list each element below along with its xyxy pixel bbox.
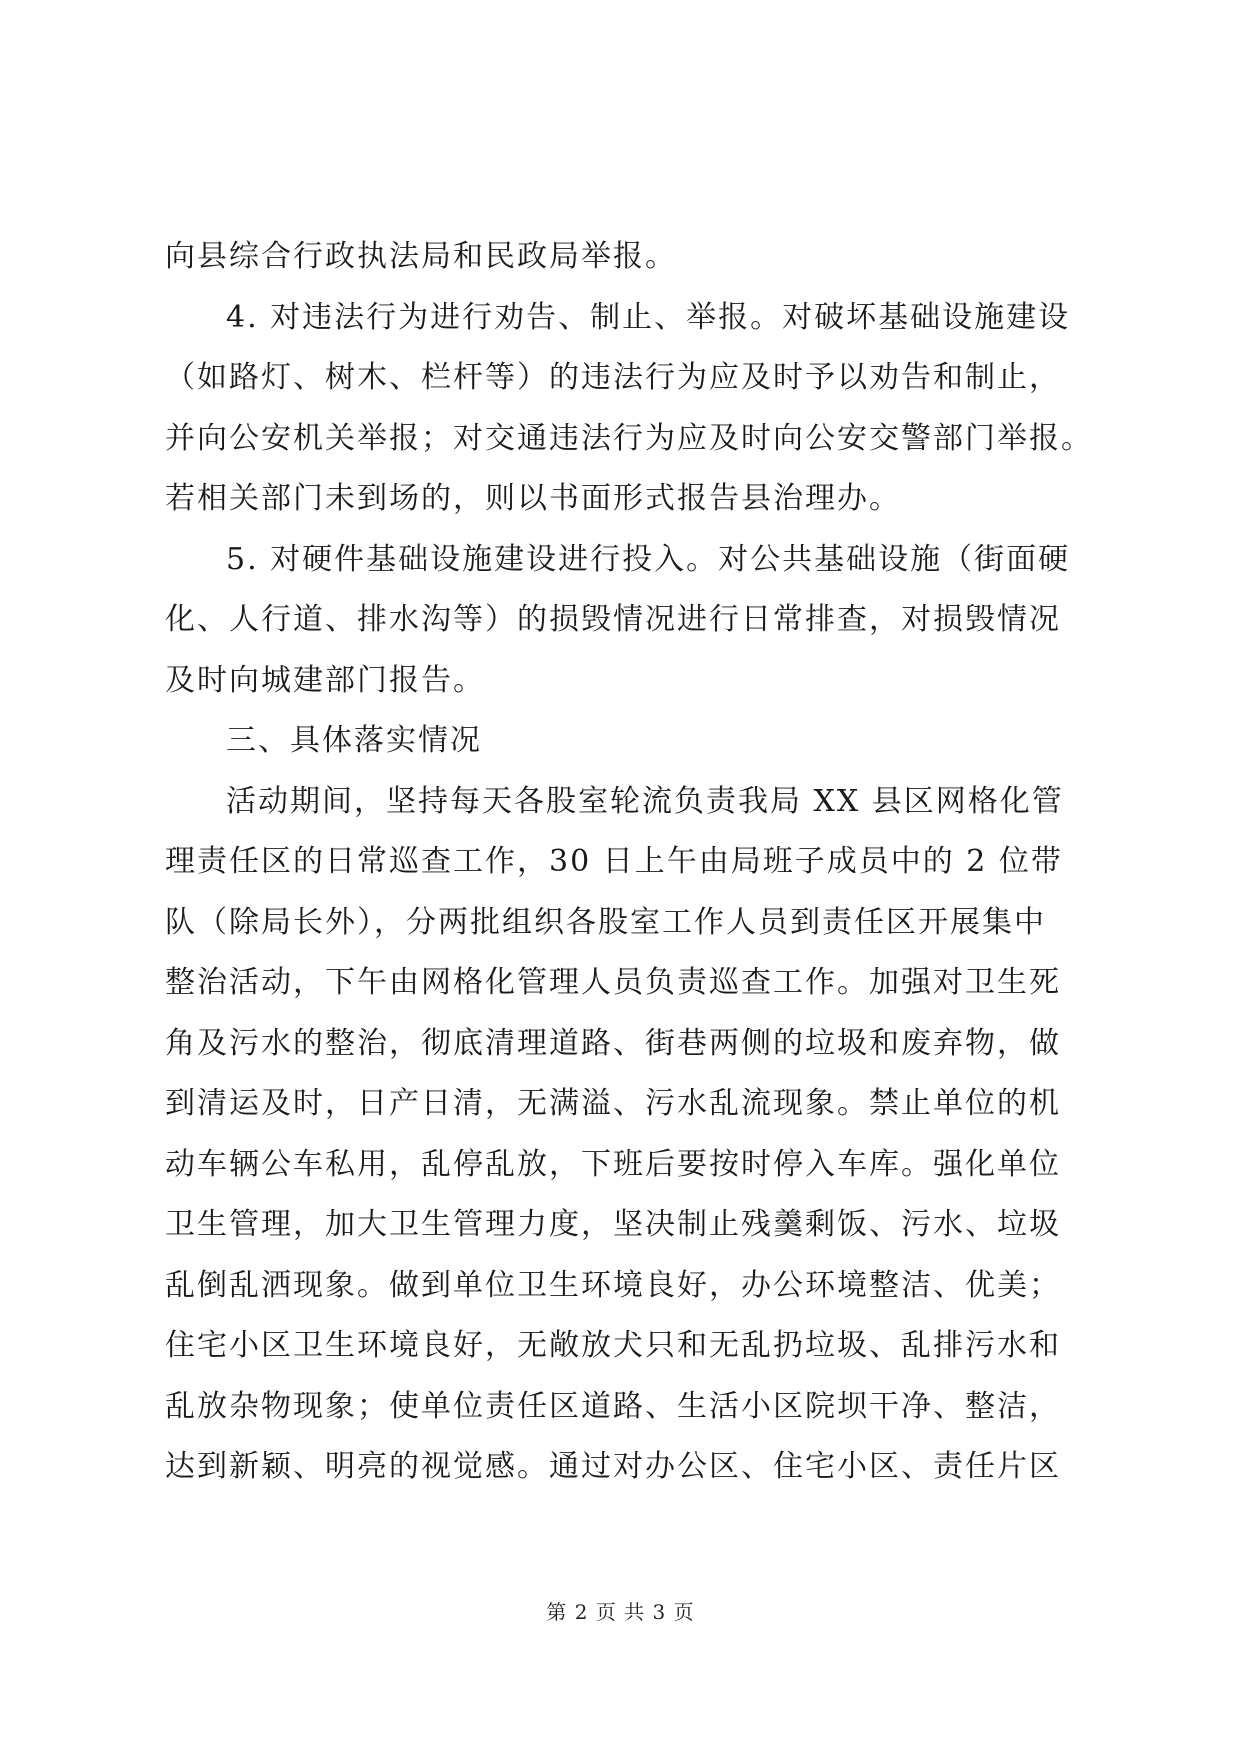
text-line: 乱放杂物现象；使单位责任区道路、生活小区院坝干净、整洁， [165, 1388, 1061, 1424]
text-line: 理责任区的日常巡查工作，30 日上午由局班子成员中的 2 位带 [165, 844, 1063, 879]
text-line: 并向公安机关举报；对交通违法行为应及时向公安交警部门举报。 [165, 420, 1093, 456]
text-line: 到清运及时，日产日清，无满溢、污水乱流现象。禁止单位的机 [165, 1086, 1061, 1121]
text-line: 角及污水的整治，彻底清理道路、街巷两侧的垃圾和废弃物，做 [165, 1025, 1061, 1061]
text-line: （如路灯、树木、栏杆等）的违法行为应及时予以劝告和制止， [165, 360, 1061, 395]
text-line: 队（除局长外），分两批组织各股室工作人员到责任区开展集中 [165, 904, 1046, 940]
text-line: 向县综合行政执法局和民政局举报。 [165, 239, 677, 274]
text-line: 卫生管理，加大卫生管理力度，坚决制止残羹剩饭、污水、垃圾 [165, 1207, 1061, 1242]
text-line: 活动期间，坚持每天各股室轮流负责我局 XX 县区网格化管 [226, 783, 1064, 819]
text-line: 动车辆公车私用，乱停乱放，下班后要按时停入车库。强化单位 [165, 1146, 1061, 1182]
text-line: 化、人行道、排水沟等）的损毁情况进行日常排查，对损毁情况 [165, 602, 1061, 637]
text-line: 住宅小区卫生环境良好，无敞放犬只和无乱扔垃圾、乱排污水和 [165, 1328, 1061, 1363]
text-line: 乱倒乱洒现象。做到单位卫生环境良好，办公环境整洁、优美； [165, 1267, 1061, 1303]
text-line: 整治活动，下午由网格化管理人员负责巡查工作。加强对卫生死 [165, 965, 1061, 1000]
text-line: 及时向城建部门报告。 [165, 662, 485, 698]
text-line: 4. 对违法行为进行劝告、制止、举报。对破坏基础设施建设 [226, 299, 1071, 335]
document-body [165, 227, 1093, 1498]
section-heading: 三、具体落实情况 [226, 723, 482, 758]
page-number-footer: 第 2 页 共 3 页 [546, 1600, 695, 1624]
text-line: 若相关部门未到场的，则以书面形式报告县治理办。 [165, 481, 901, 516]
text-line: 达到新颖、明亮的视觉感。通过对办公区、住宅小区、责任片区 [165, 1449, 1061, 1484]
text-line: 5. 对硬件基础设施建设进行投入。对公共基础设施（街面硬 [226, 541, 1071, 577]
